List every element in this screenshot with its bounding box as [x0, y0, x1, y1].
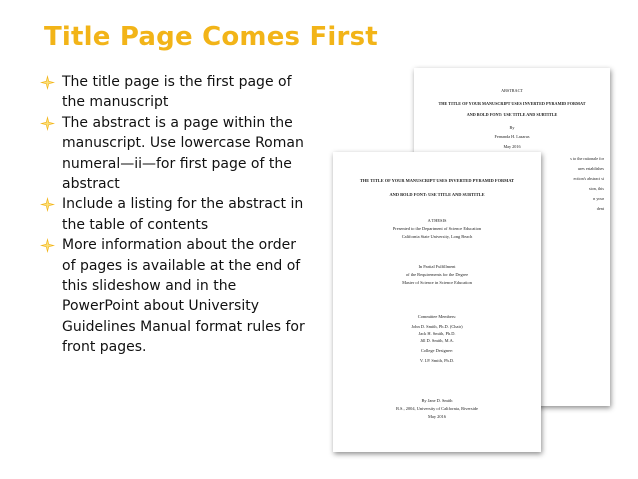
bullet-text: Include a listing for the abstract in the table of contents — [62, 196, 304, 233]
abstract-fragment: s to the rationale for — [570, 156, 604, 161]
title-page-doc-type: A THESIS — [427, 218, 447, 223]
diamond-bullet-icon — [40, 116, 55, 131]
abstract-subtitle: AND BOLD FONT: USE TITLE AND SUBTITLE — [466, 112, 558, 117]
bullet-item — [40, 235, 310, 357]
abstract-title: THE TITLE OF YOUR MANUSCRIPT USES INVERTED PYRAMID FORMAT — [438, 101, 586, 106]
title-page-university: California State University, Long Beach — [401, 234, 473, 239]
slide-title: Title Page Comes First — [44, 22, 378, 52]
bullet-text: More information about the order of pages is available at the end of this slideshow and in the PowerPoint about University Guidelines Manual format rules for front pages. — [62, 237, 305, 356]
abstract-heading: ABSTRACT — [501, 88, 523, 93]
title-page-prior-degree: B.S., 2004, University of California, Riverside — [396, 406, 478, 411]
title-page-designee-heading: College Designee: — [420, 348, 454, 353]
title-page-requirements: of the Requirements for the Degree — [405, 272, 469, 277]
bullet-item — [40, 72, 310, 113]
bullet-item — [40, 113, 310, 195]
title-page-title-line1: THE TITLE OF YOUR MANUSCRIPT USES INVERTED PYRAMID FORMAT — [359, 178, 515, 183]
title-page-presented: Presented to the Department of Science Education — [392, 226, 482, 231]
abstract-fragment: n your — [593, 196, 604, 201]
bullet-text: The title page is the first page of the manuscript — [62, 74, 292, 111]
title-page-fulfillment: In Partial Fulfillment — [418, 264, 456, 269]
bullet-item — [40, 194, 310, 235]
abstract-fragment: ection's abstract si — [573, 176, 604, 181]
title-page-degree: Master of Science in Science Education — [402, 280, 472, 285]
abstract-by: By — [509, 125, 515, 130]
title-page-date: May 2016 — [428, 414, 446, 419]
abstract-fragment: sion, this — [588, 186, 604, 191]
title-page-title-line2: AND BOLD FONT: USE TITLE AND SUBTITLE — [389, 192, 485, 197]
title-page-author: By Jane D. Smith — [421, 398, 453, 403]
bullet-text: The abstract is a page within the manuscript. Use lowercase Roman numeral—ii—for first page of the abstract — [62, 114, 304, 193]
abstract-fragment: dent — [596, 206, 604, 211]
abstract-author: Fernanda H. Lazarus — [494, 134, 530, 139]
title-page-committee-heading: Committee Members: — [417, 314, 457, 319]
title-page-committee-member: Jack H. Smith, Ph.D. — [418, 331, 456, 336]
diamond-bullet-icon — [40, 197, 55, 212]
title-page-designee: V. I.P. Smith, Ph.D. — [419, 358, 455, 363]
title-page-committee-member: John D. Smith, Ph.D. (Chair) — [411, 324, 463, 329]
diamond-bullet-icon — [40, 238, 55, 253]
title-page-image — [333, 152, 541, 452]
diamond-bullet-icon — [40, 75, 55, 90]
title-page-committee-member: Jill D. Smith, M.A. — [420, 338, 454, 343]
abstract-date: May 2016 — [503, 144, 521, 149]
abstract-fragment: ures establishes — [577, 166, 604, 171]
bullet-list — [40, 72, 310, 358]
